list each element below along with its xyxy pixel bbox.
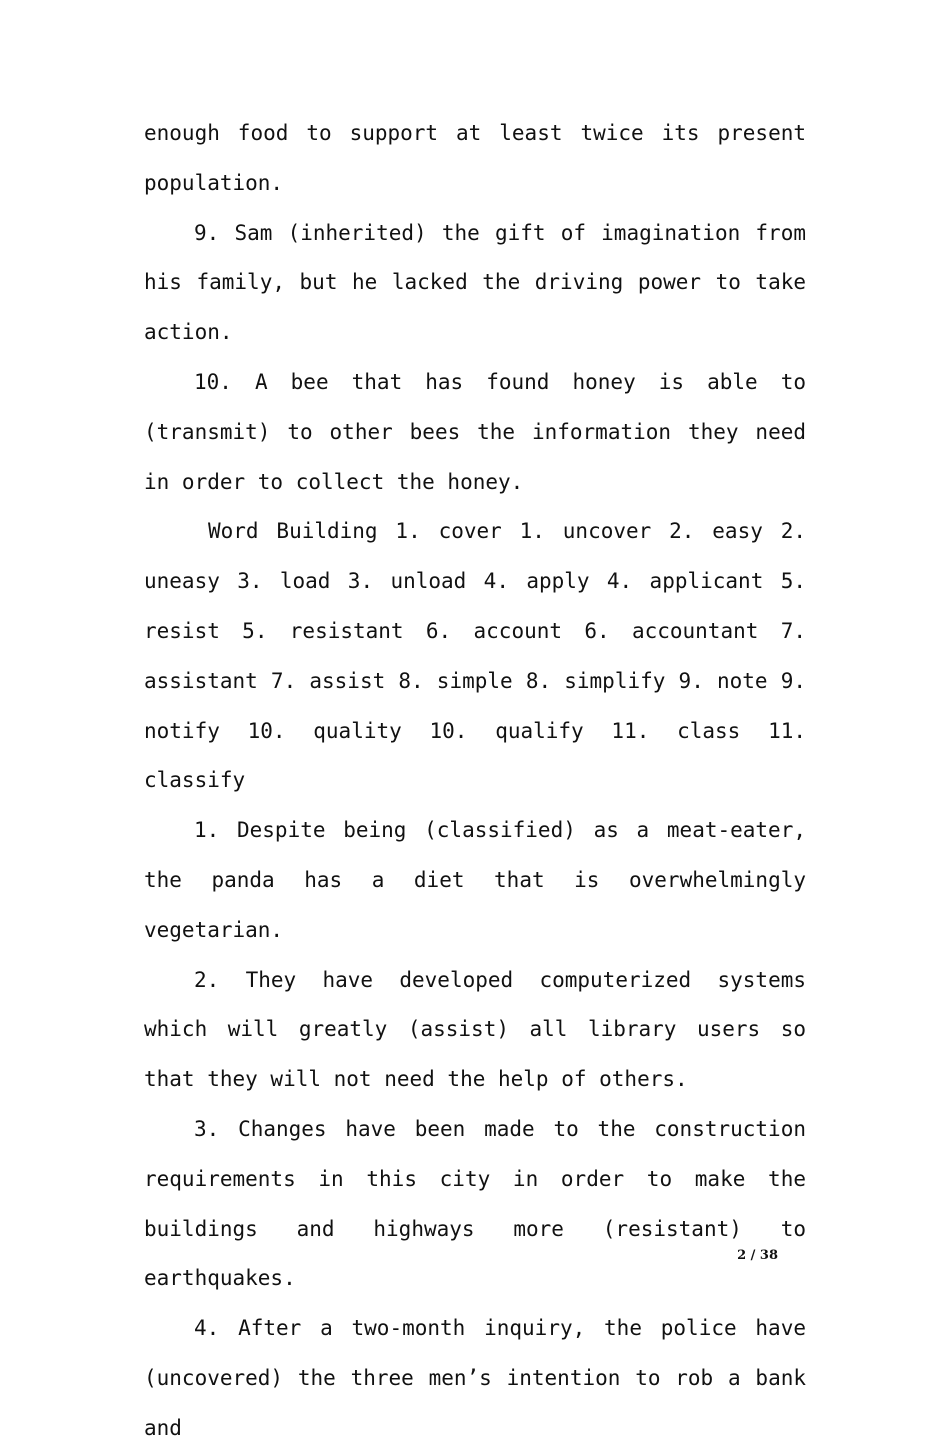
paragraph-exercise-2: 2. They have developed computerized systems which will greatly (assist) all library users so that they will not need the help of others. [144, 967, 806, 1092]
page-number: 2 / 38 [737, 1248, 778, 1263]
paragraph-word-building: Word Building 1. cover 1. uncover 2. easy 2. uneasy 3. load 3. unload 4. apply 4. applicant 5. resist 5. resistant 6. account 6. accountant 7. assistant 7. assist 8. simple 8. simplify 9. note 9. notify 10. quality 10. qualify 11. class 11. classify [144, 519, 806, 793]
paragraph-item-9: 9. Sam (inherited) the gift of imagination from his family, but he lacked the driving power to take action. [144, 220, 806, 345]
paragraph-item-10: 10. A bee that has found honey is able to (transmit) to other bees the information they need in order to collect the honey. [144, 369, 806, 494]
paragraph-exercise-3: 3. Changes have been made to the construction requirements in this city in order to make the buildings and highways more (resistant) to earthquakes. [144, 1116, 806, 1291]
paragraph-exercise-4: 4. After a two-month inquiry, the police have (uncovered) the three men’s intention to rob a bank and [144, 1316, 806, 1440]
paragraph-continuation: enough food to support at least twice its present population. [144, 121, 806, 195]
paragraph-exercise-1: 1. Despite being (classified) as a meat-eater, the panda has a diet that is overwhelmingly vegetarian. [144, 818, 806, 942]
